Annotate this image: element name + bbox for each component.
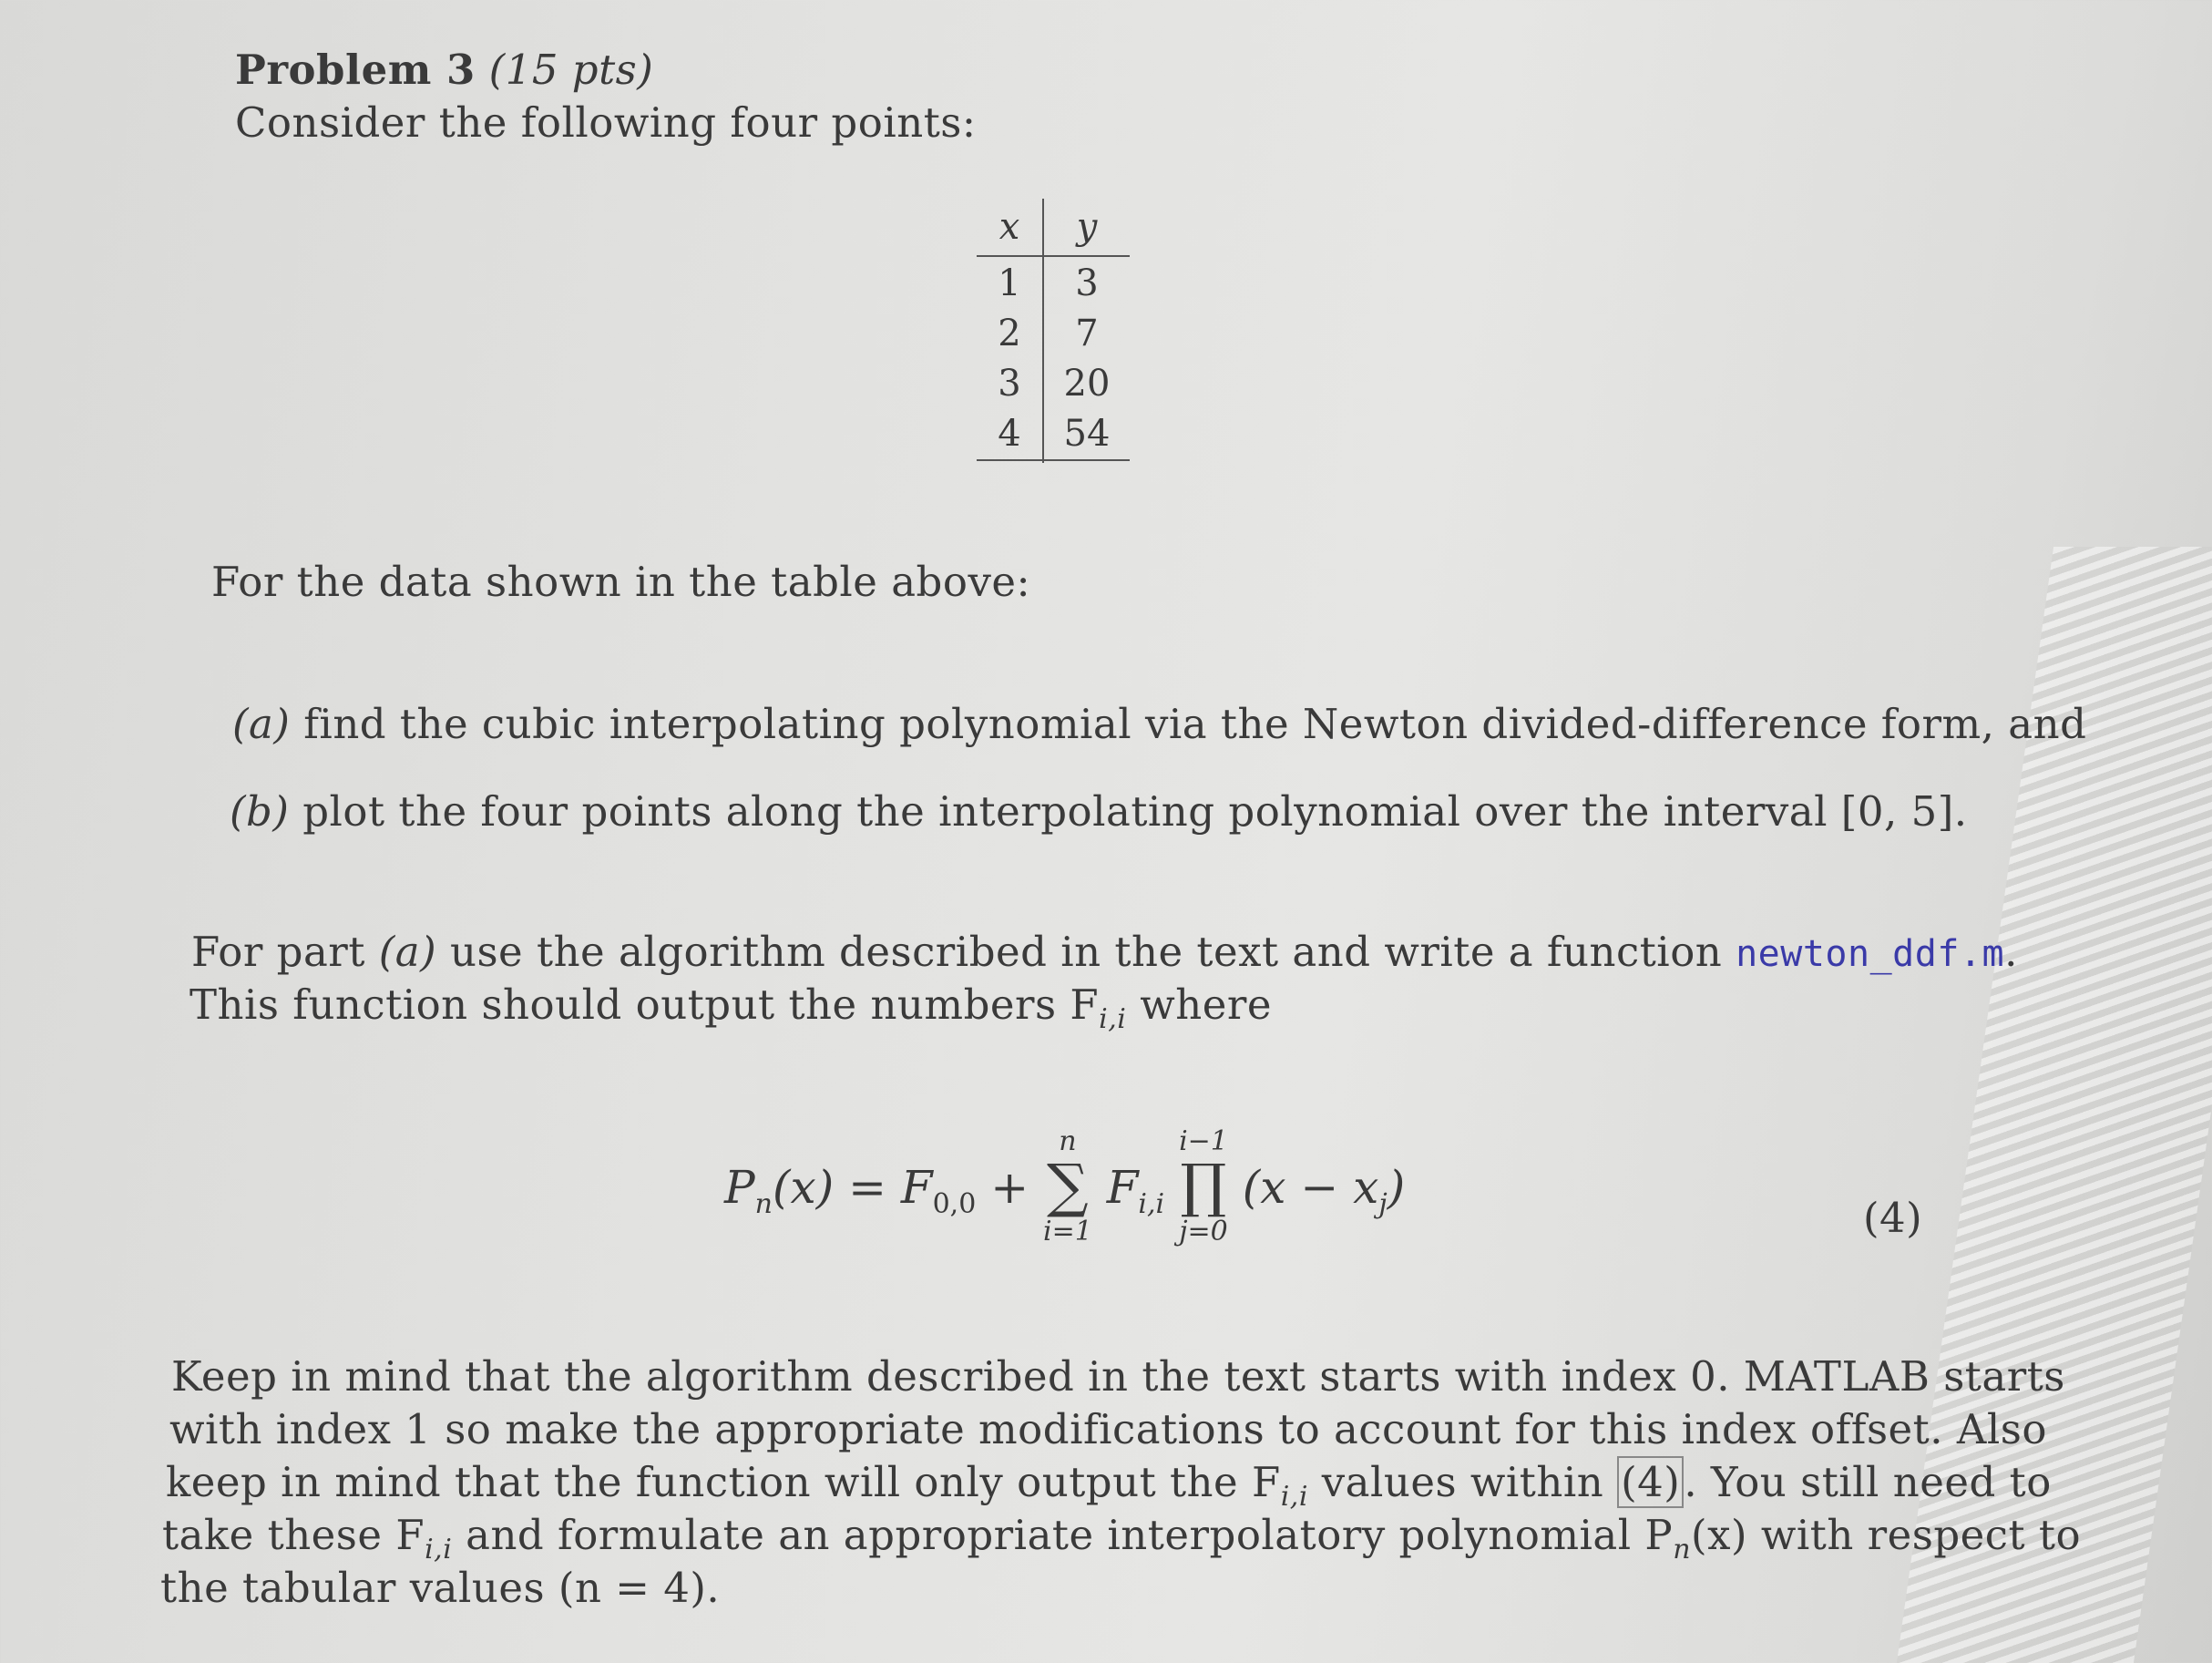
para2-line5: the tabular values (n = 4). bbox=[160, 1564, 721, 1612]
table-bottom-rule bbox=[977, 459, 1130, 461]
eq-sum bbox=[1043, 1126, 1092, 1248]
part-a-label: (a) bbox=[232, 700, 291, 748]
para1-line2-sub: i,i bbox=[1099, 1003, 1127, 1035]
eq-lhs-arg: (x) = F bbox=[772, 1161, 933, 1214]
para2-line2: with index 1 so make the appropriate modifications to account for this index offset. Also bbox=[169, 1405, 2047, 1453]
para2-line3-post: . You still need to bbox=[1684, 1458, 2052, 1506]
problem-title: Problem 3 bbox=[235, 46, 476, 94]
for-data-text: For the data shown in the table above: bbox=[211, 558, 1031, 606]
prod-symbol: ∏ bbox=[1180, 1153, 1227, 1220]
para2-line4-pre: take these F bbox=[162, 1511, 425, 1559]
eq-lhs-sub: n bbox=[754, 1188, 773, 1220]
part-a bbox=[232, 700, 2086, 748]
eq-sum-bottom: i=1 bbox=[1042, 1216, 1092, 1247]
para1-line2 bbox=[189, 980, 1272, 1035]
para1-line2-text: This function should output the numbers F bbox=[189, 980, 1100, 1029]
para2-line4 bbox=[162, 1511, 2081, 1565]
para2-line3-mid: values within bbox=[1321, 1458, 1604, 1506]
eq-factor-sub: j bbox=[1378, 1188, 1388, 1220]
table-cell: 1 bbox=[998, 262, 1021, 304]
para2-line4-post: and formulate an appropriate interpolatory polynomial P bbox=[466, 1511, 1674, 1559]
eq-f00-sub: 0,0 bbox=[932, 1188, 977, 1220]
para2-line3-pre: keep in mind that the function will only output the F bbox=[166, 1458, 1281, 1506]
para2-line4-pn-sub: n bbox=[1673, 1534, 1692, 1565]
para2-line4-sub: i,i bbox=[425, 1534, 453, 1565]
eq-prod-bottom: j=0 bbox=[1179, 1216, 1228, 1247]
para1-a: (a) bbox=[378, 928, 437, 976]
part-b-text: plot the four points along the interpolating polynomial over the interval [0, 5]. bbox=[302, 787, 1968, 836]
equation-ref-link[interactable]: (4) bbox=[1617, 1456, 1684, 1508]
problem-intro: Consider the following four points: bbox=[235, 98, 977, 147]
table-cell: 3 bbox=[1075, 262, 1099, 304]
eq-factor: (x − x bbox=[1242, 1161, 1379, 1214]
part-b bbox=[230, 787, 1968, 836]
para1-pre: For part bbox=[191, 928, 365, 976]
eq-sum-top: n bbox=[1059, 1125, 1077, 1157]
para1-line1 bbox=[191, 928, 2018, 976]
para2-line3-sub: i,i bbox=[1280, 1481, 1308, 1513]
part-a-text: find the cubic interpolating polynomial via the Newton divided-difference form, and bbox=[303, 700, 2087, 748]
para2-line3 bbox=[166, 1458, 2052, 1513]
eq-lhs: P bbox=[724, 1161, 755, 1214]
problem-heading bbox=[235, 46, 653, 94]
table-header-rule bbox=[977, 255, 1130, 257]
sum-symbol: ∑ bbox=[1047, 1153, 1089, 1220]
table-header-x: x bbox=[998, 206, 1020, 248]
table-header-y: y bbox=[1076, 206, 1098, 248]
part-b-label: (b) bbox=[230, 787, 290, 836]
data-table bbox=[977, 199, 1130, 463]
para2-line1: Keep in mind that the algorithm described in the text starts with index 0. MATLAB starts bbox=[171, 1352, 2065, 1401]
para1-line2-end: where bbox=[1140, 980, 1272, 1029]
eq-plus: + bbox=[976, 1161, 1043, 1214]
table-cell: 7 bbox=[1075, 313, 1099, 354]
eq-factor-end: ) bbox=[1387, 1161, 1406, 1214]
table-cell: 3 bbox=[998, 363, 1021, 405]
table-cell: 4 bbox=[998, 413, 1021, 455]
para2-line4-end: (x) with respect to bbox=[1691, 1511, 2082, 1559]
eq-fii: F bbox=[1106, 1161, 1139, 1214]
table-cell: 20 bbox=[1063, 363, 1111, 405]
eq-fii-sub: i,i bbox=[1138, 1188, 1165, 1220]
table-cell: 2 bbox=[998, 313, 1021, 354]
eq-prod bbox=[1179, 1126, 1228, 1248]
function-name: newton_ddf.m bbox=[1736, 933, 2005, 975]
para1-post: use the algorithm described in the text and write a function bbox=[449, 928, 1723, 976]
problem-points: (15 pts) bbox=[488, 46, 654, 94]
equation bbox=[724, 1125, 1406, 1252]
table-cell: 54 bbox=[1063, 413, 1111, 455]
equation-number: (4) bbox=[1863, 1194, 1923, 1242]
eq-prod-top: i−1 bbox=[1179, 1125, 1228, 1157]
para1-end: . bbox=[2004, 928, 2018, 976]
